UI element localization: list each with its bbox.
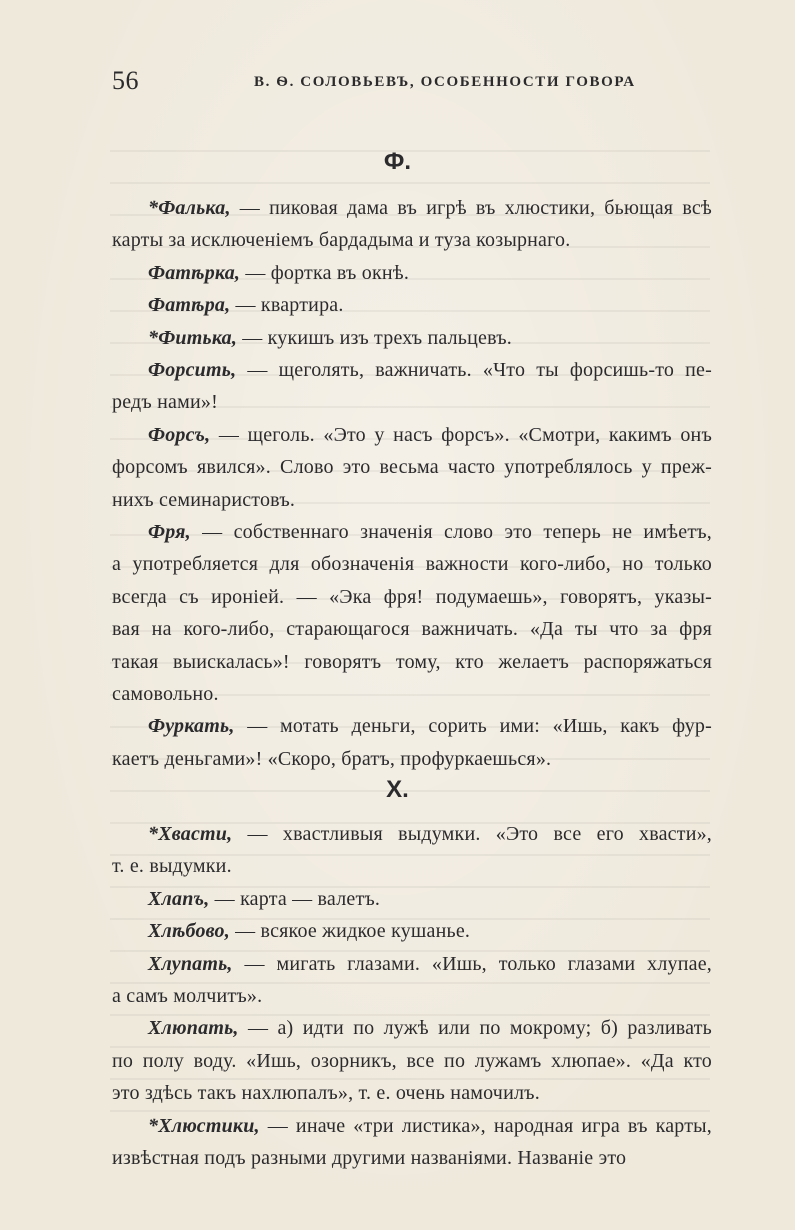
entry-text: самовольно. xyxy=(112,683,219,705)
entry-first-line xyxy=(148,1114,712,1138)
entry-continuation-line xyxy=(112,488,295,512)
entry-text: карты за исключеніемъ бардадыма и туза козырнаго. xyxy=(112,229,571,251)
entry-text: — собственнаго значенія слово это теперь не имѣетъ, xyxy=(190,521,712,543)
entry-headword: *Фитька, xyxy=(148,327,238,349)
entry-headword: Форсъ, xyxy=(148,424,211,446)
entry-text: нихъ семинаристовъ. xyxy=(112,489,296,511)
entry-headword: Фуркать, xyxy=(148,715,235,737)
entry-continuation-line xyxy=(112,1049,712,1073)
entry-headword: Хлапъ, xyxy=(148,888,210,910)
entry-first-line xyxy=(148,952,712,976)
entry-text: т. е. выдумки. xyxy=(112,855,232,877)
entry-continuation-line xyxy=(112,682,219,706)
entry-headword: Фря, xyxy=(148,521,191,543)
section-letter: Х. xyxy=(386,776,409,803)
entry-headword: *Фалька, xyxy=(148,197,231,219)
entry-text: форсомъ явился». Слово это весьма часто употреблялось у преж- xyxy=(112,456,712,478)
entry-continuation-line xyxy=(112,617,712,641)
entry-first-line xyxy=(148,196,712,220)
entry-first-line xyxy=(148,261,409,285)
entry-headword: Фатѣра, xyxy=(148,294,231,316)
entry-first-line xyxy=(148,1016,712,1040)
entry-first-line xyxy=(148,887,380,911)
entry-text: а самъ молчитъ». xyxy=(112,985,263,1007)
running-head xyxy=(112,66,712,102)
entry-text: — мотать деньги, сорить ими: «Ишь, какъ фур- xyxy=(234,715,712,737)
entry-headword: Фатѣрка, xyxy=(148,262,241,284)
entry-text: вая на кого-либо, старающагося важничать. «Да ты что за фря xyxy=(112,618,712,640)
entry-first-line xyxy=(148,358,712,382)
entry-text: — карта — валетъ. xyxy=(209,888,381,910)
entry-first-line xyxy=(148,714,712,738)
entry-first-line xyxy=(148,822,712,846)
entry-text: всегда съ ироніей. — «Эка фря! подумаешь», говорятъ, указы- xyxy=(112,586,712,608)
entry-first-line xyxy=(148,423,712,447)
entry-text: по полу воду. «Ишь, озорникъ, все по лужамъ хлюпае». «Да кто xyxy=(112,1050,712,1072)
entry-headword: Хлѣбово, xyxy=(148,920,230,942)
entry-headword: *Хлюстики, xyxy=(148,1115,260,1137)
entry-continuation-line xyxy=(112,1081,540,1105)
page-number: 56 xyxy=(112,66,139,95)
entry-text: — кукишъ изъ трехъ пальцевъ. xyxy=(237,327,512,349)
entry-continuation-line xyxy=(112,650,712,674)
section-letter: Ф. xyxy=(383,148,412,175)
entry-text: — пиковая дама въ игрѣ въ хлюстики, бьющая всѣ xyxy=(230,197,712,219)
entry-continuation-line xyxy=(112,854,232,878)
entry-continuation-line xyxy=(112,984,262,1008)
entry-continuation-line xyxy=(112,552,712,576)
entry-text: такая выискалась»! говорятъ тому, кто желаетъ распоряжаться xyxy=(112,651,712,673)
entry-headword: Хлупать, xyxy=(148,953,233,975)
entry-text: — а) идти по лужѣ или по мокрому; б) разливать xyxy=(238,1017,712,1039)
entry-continuation-line xyxy=(112,585,712,609)
entry-continuation-line xyxy=(112,228,570,252)
entry-text: — фортка въ окнѣ. xyxy=(240,262,410,284)
entry-continuation-line xyxy=(112,747,551,771)
entry-text: извѣстная подъ разными другими названіями. Названіе это xyxy=(112,1147,627,1169)
entry-continuation-line xyxy=(112,1146,626,1170)
entry-text: — хвастливыя выдумки. «Это все его хвасти», xyxy=(232,823,712,845)
entry-first-line xyxy=(148,326,512,350)
entry-text: каетъ деньгами»! «Скоро, братъ, профуркаешься». xyxy=(112,748,552,770)
entry-continuation-line xyxy=(112,455,712,479)
entry-continuation-line xyxy=(112,390,218,414)
entry-text: — квартира. xyxy=(230,294,344,316)
entry-text: редъ нами»! xyxy=(112,391,218,413)
entry-text: это здѣсь такъ нахлюпалъ», т. е. очень намочилъ. xyxy=(112,1082,540,1104)
entry-text: — мигать глазами. «Ишь, только глазами хлупае, xyxy=(232,953,712,975)
entry-text: — иначе «три листика», народная игра въ карты, xyxy=(259,1115,712,1137)
entry-headword: *Хвасти, xyxy=(148,823,233,845)
entry-text: а употребляется для обозначенія важности кого-либо, но только xyxy=(112,553,712,575)
entry-headword: Хлюпать, xyxy=(148,1017,239,1039)
entry-headword: Форсить, xyxy=(148,359,237,381)
entry-text: — щеголять, важничать. «Что ты форсишь-то пе- xyxy=(236,359,712,381)
entry-text: — щеголь. «Это у насъ форсъ». «Смотри, какимъ онъ xyxy=(210,424,712,446)
entry-first-line xyxy=(148,919,470,943)
entry-text: — всякое жидкое кушанье. xyxy=(229,920,471,942)
entry-first-line xyxy=(148,293,344,317)
entry-first-line xyxy=(148,520,712,544)
running-title: В. Ѳ. СОЛОВЬЕВЪ, ОСОБЕННОСТИ ГОВОРА xyxy=(254,74,636,90)
